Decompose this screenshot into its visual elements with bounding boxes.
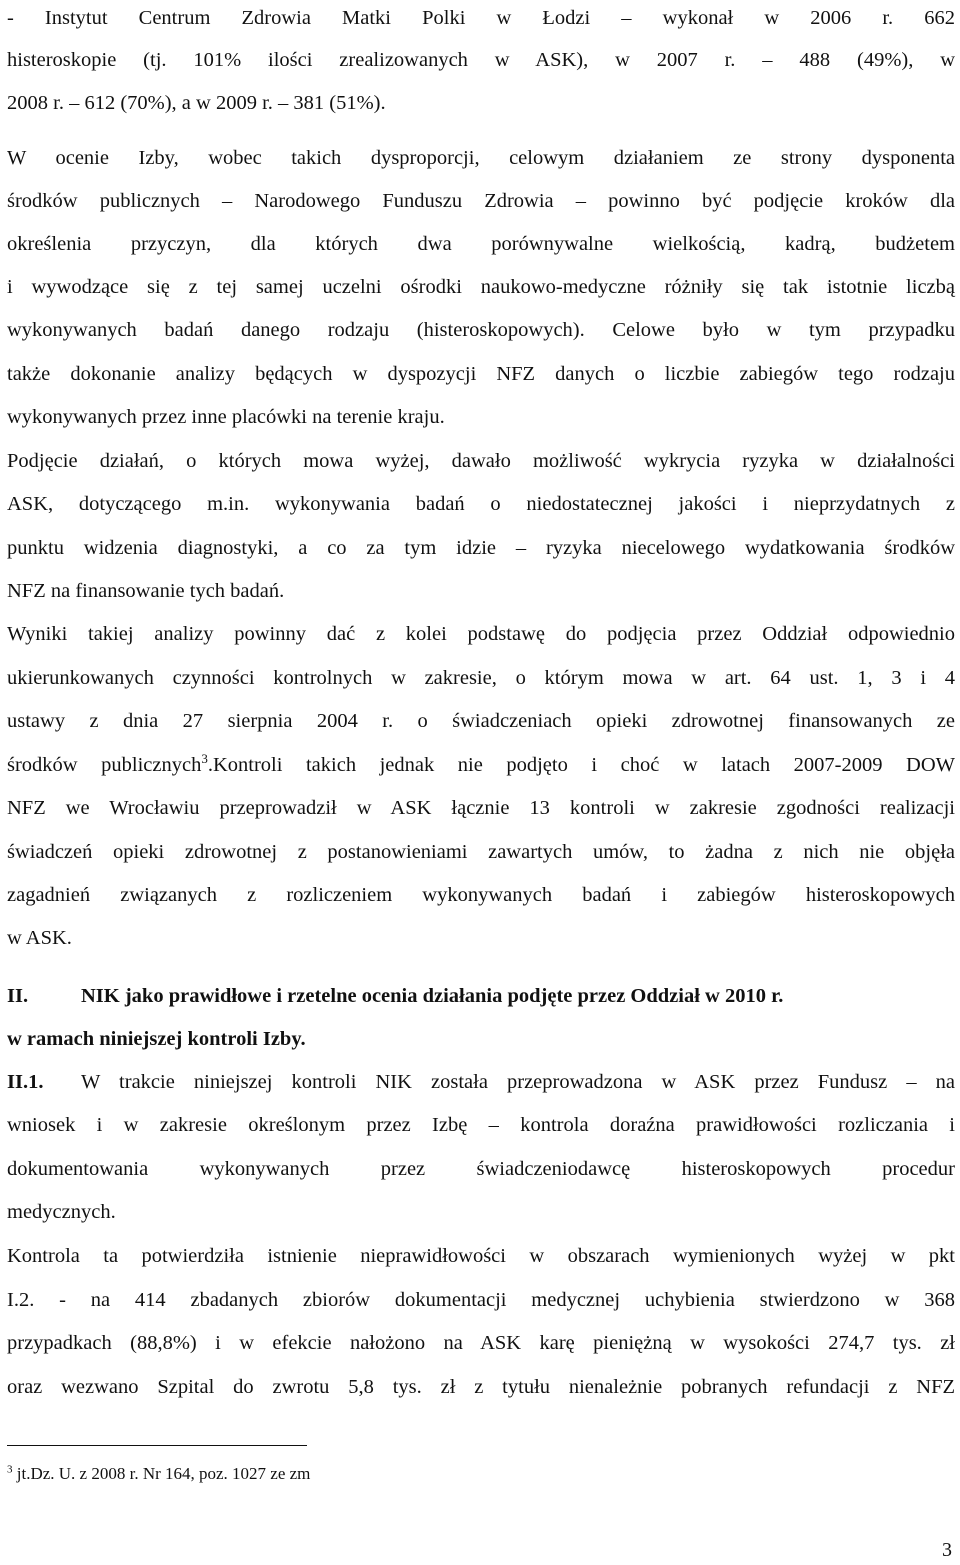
text-line: I.2. - na 414 zbadanych zbiorów dokumentacji medycznej uchybienia stwierdzono w 368 — [7, 1289, 955, 1311]
text-segment: środków publicznych — [7, 754, 202, 776]
text-line: oraz wezwano Szpital do zwrotu 5,8 tys. zł z tytułu nienależnie pobranych refundacji z NFZ — [7, 1376, 955, 1398]
text-line: Podjęcie działań, o których mowa wyżej, dawało możliwość wykrycia ryzyka w działalności — [7, 450, 955, 472]
text-line: zagadnień związanych z rozliczeniem wykonywanych badań i zabiegów histeroskopowych — [7, 884, 955, 906]
text-line: Wyniki takiej analizy powinny dać z kolei podstawę do podjęcia przez Oddział odpowiednio — [7, 623, 955, 645]
section-number: II. — [7, 985, 29, 1007]
text-line: ustawy z dnia 27 sierpnia 2004 r. o świadczeniach opieki zdrowotnej finansowanych ze — [7, 710, 955, 732]
text-line: medycznych. — [7, 1201, 116, 1223]
text-line: 2008 r. – 612 (70%), a w 2009 r. – 381 (51%). — [7, 92, 386, 114]
text-line: ukierunkowanych czynności kontrolnych w zakresie, o którym mowa w art. 64 ust. 1, 3 i 4 — [7, 667, 955, 689]
text-segment: .Kontroli takich jednak nie podjęto i choć w latach 2007-2009 DOW — [207, 754, 956, 776]
footnote — [7, 1463, 310, 1485]
text-line: NFZ na finansowanie tych badań. — [7, 580, 285, 602]
page-number: 3 — [942, 1539, 952, 1561]
subsection-number: II.1. — [7, 1071, 44, 1093]
text-line: wykonywanych przez inne placówki na terenie kraju. — [7, 406, 445, 428]
text-line: wniosek i w zakresie określonym przez Izbę – kontrola doraźna prawidłowości rozliczania i — [7, 1114, 955, 1136]
footnote-separator — [7, 1445, 307, 1446]
text-line: środków publicznych – Narodowego Funduszu Zdrowia – powinno być podjęcie kroków dla — [7, 190, 955, 212]
footnote-text: jt.Dz. U. z 2008 r. Nr 164, poz. 1027 ze zm — [12, 1464, 311, 1483]
section-heading-cont: w ramach niniejszej kontroli Izby. — [7, 1028, 306, 1050]
text-line: i wywodzące się z tej samej uczelni ośrodki naukowo-medyczne różniły się tak istotnie liczbą — [7, 276, 955, 298]
text-line: dokumentowania wykonywanych przez świadczeniodawcę histeroskopowych procedur — [7, 1158, 955, 1180]
section-heading — [7, 984, 955, 1008]
text-line: punktu widzenia diagnostyki, a co za tym idzie – ryzyka niecelowego wydatkowania środków — [7, 537, 955, 559]
text-line: - Instytut Centrum Zdrowia Matki Polki w Łodzi – wykonał w 2006 r. 662 — [7, 7, 955, 29]
text-line: NFZ we Wrocławiu przeprowadził w ASK łącznie 13 kontroli w zakresie zgodności realizacji — [7, 797, 955, 819]
footnote-reference: 3 — [201, 751, 208, 767]
text-line: przypadkach (88,8%) i w efekcie nałożono na ASK karę pieniężną w wysokości 274,7 tys. zł — [7, 1332, 955, 1354]
text-line: w ASK. — [7, 927, 72, 949]
section-title: NIK jako prawidłowe i rzetelne ocenia działania podjęte przez Oddział w 2010 r. — [81, 985, 784, 1007]
text-line: świadczeń opieki zdrowotnej z postanowieniami zawartych umów, to żadna z nich nie objęła — [7, 841, 955, 863]
text-line — [7, 753, 955, 777]
text-line: Kontrola ta potwierdziła istnienie nieprawidłowości w obszarach wymienionych wyżej w pkt — [7, 1245, 955, 1267]
text-line: określenia przyczyn, dla których dwa porównywalne wielkością, kadrą, budżetem — [7, 233, 955, 255]
text-line: także dokonanie analizy będących w dyspozycji NFZ danych o liczbie zabiegów tego rodzaju — [7, 363, 955, 385]
text-line: wykonywanych badań danego rodzaju (histeroskopowych). Celowe było w tym przypadku — [7, 319, 955, 341]
text-line: ASK, dotyczącego m.in. wykonywania badań o niedostatecznej jakości i nieprzydatnych z — [7, 493, 955, 515]
text-line: histeroskopie (tj. 101% ilości zrealizowanych w ASK), w 2007 r. – 488 (49%), w — [7, 49, 955, 71]
text-line — [7, 1070, 955, 1094]
footnote-number: 3 — [7, 1463, 13, 1476]
text-segment: W trakcie niniejszej kontroli NIK została przeprowadzona w ASK przez Fundusz – na — [81, 1071, 955, 1093]
text-line: W ocenie Izby, wobec takich dysproporcji, celowym działaniem ze strony dysponenta — [7, 147, 955, 169]
